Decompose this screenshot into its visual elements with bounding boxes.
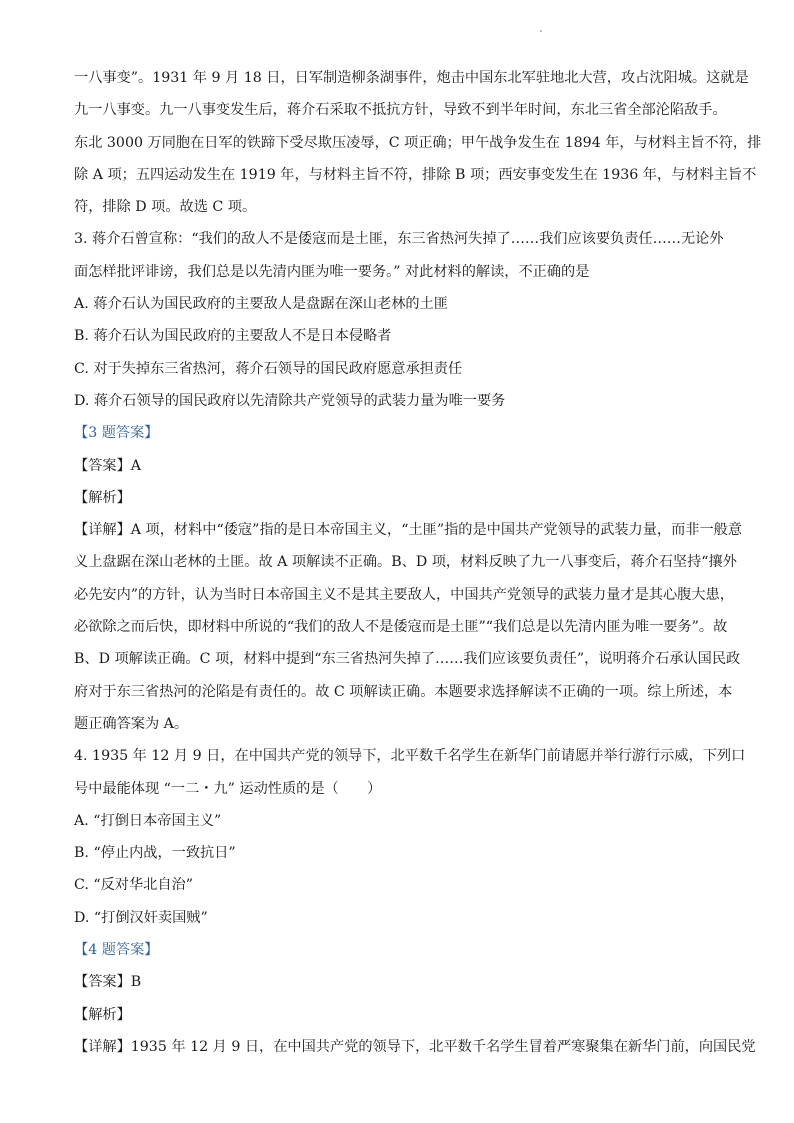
text-line: 府对于东三省热河的沦陷是有责任的。故 C 项解读正确。本题要求选择解读不正确的一项。综上所述，本 [74, 683, 733, 700]
text-line: 必先安内”的方针，认为当时日本帝国主义不是其主要敌人，中国共产党领导的武装力量才是其心腹大患， [74, 586, 734, 603]
text-line: B. “停止内战，一致抗日” [74, 845, 236, 862]
text-line: D. “打倒汉奸卖国贼” [74, 909, 208, 926]
text-line: 【答案】B [74, 974, 142, 991]
text-line: D. 蒋介石领导的国民政府以先清除共产党领导的武装力量为唯一要务 [74, 392, 506, 409]
answer-section-heading: 【3 题答案】 [74, 425, 159, 442]
text-line: 一八事变”。1931 年 9 月 18 日，日军制造柳条湖事件，炮击中国东北军驻地北大营，攻占沈阳城。这就是 [74, 70, 749, 86]
text-line: 【详解】A 项，材料中“倭寇”指的是日本帝国主义，“土匪”指的是中国共产党领导的武装力量，而非一般意 [74, 522, 743, 539]
text-line: C. “反对华北自治” [74, 877, 194, 894]
text-line: 符，排除 D 项。故选 C 项。 [74, 199, 257, 216]
text-line: 【解析】 [74, 489, 131, 506]
text-line: 东北 3000 万同胞在日军的铁蹄下受尽欺压凌辱，C 项正确；甲午战争发生在 1894 年，与材料主旨不符，排 [74, 134, 762, 151]
text-line: A. “打倒日本帝国主义” [74, 812, 222, 829]
text-line: 号中最能体现 “一二・九” 运动性质的是（ ） [74, 780, 382, 797]
answer-section-heading: 【4 题答案】 [74, 942, 159, 959]
text-line: 必欲除之而后快，即材料中所说的“我们的敌人不是倭寇而是土匪”“我们总是以先清内匪为唯一要务”。故 [74, 619, 728, 636]
text-line: 4. 1935 年 12 月 9 日，在中国共产党的领导下，北平数千名学生在新华门前请愿并举行游行示威，下列口 [74, 748, 746, 765]
text-line: 题正确答案为 A。 [74, 715, 189, 732]
text-line: B、D 项解读正确。C 项，材料中提到“东三省热河失掉了……我们应该要负责任”，说明蒋介石承认国民政 [74, 651, 741, 668]
document-body [74, 62, 762, 1063]
text-line: 【答案】A [74, 457, 141, 474]
text-line: 【详解】1935 年 12 月 9 日，在中国共产党的领导下，北平数千名学生冒着严寒聚集在新华门前，向国民党 [74, 1038, 756, 1055]
text-line: 3. 蒋介石曾宣称：“我们的敌人不是倭寇而是土匪，东三省热河失掉了……我们应该要负责任……无论外 [74, 231, 724, 248]
text-line: 面怎样批评诽谤，我们总是以先清内匪为唯一要务。” 对此材料的解读，不正确的是 [74, 263, 590, 280]
text-line: 【解析】 [74, 1006, 131, 1023]
text-line: 九一八事变。九一八事变发生后，蒋介石采取不抵抗方针，导致不到半年时间，东北三省全部沦陷敌手。 [74, 102, 727, 119]
text-line: A. 蒋介石认为国民政府的主要敌人是盘踞在深山老林的土匪 [74, 296, 448, 313]
text-line: 除 A 项；五四运动发生在 1919 年，与材料主旨不符，排除 B 项；西安事变发生在 1936 年，与材料主旨不 [74, 166, 757, 183]
scan-mark [540, 30, 542, 32]
text-line: B. 蒋介石认为国民政府的主要敌人不是日本侵略者 [74, 328, 392, 345]
text-line: 义上盘踞在深山老林的土匪。故 A 项解读不正确。B、D 项，材料反映了九一八事变后，蒋介石坚持“攘外 [74, 554, 737, 571]
text-line: C. 对于失掉东三省热河，蒋介石领导的国民政府愿意承担责任 [74, 360, 463, 377]
